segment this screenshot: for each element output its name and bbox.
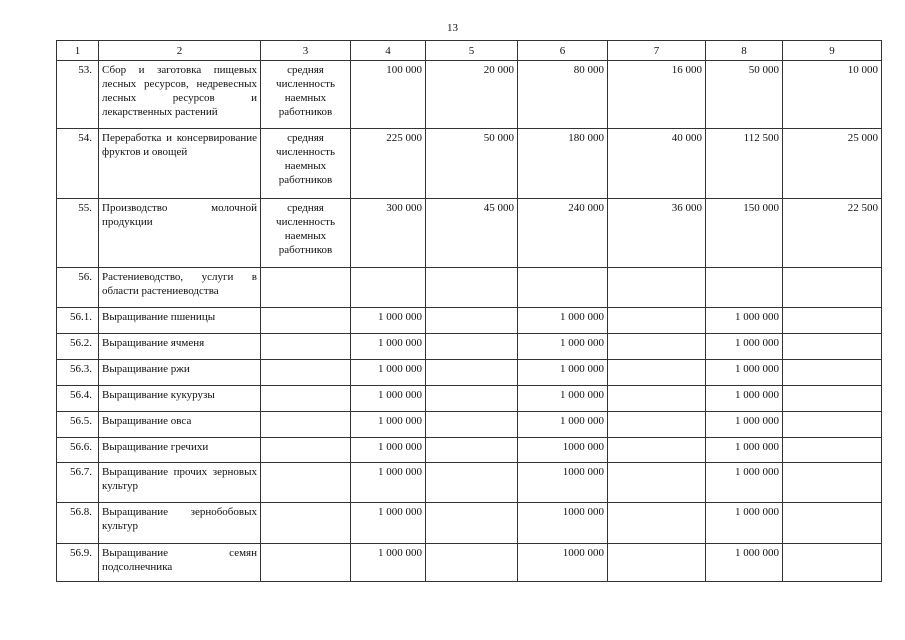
table-row xyxy=(57,129,882,199)
value-cell: 1 000 000 xyxy=(706,360,783,386)
column-header: 6 xyxy=(518,41,608,61)
value-cell: 1 000 000 xyxy=(706,463,783,503)
table-row xyxy=(57,334,882,360)
value-cell xyxy=(426,503,518,544)
value-cell: 1000 000 xyxy=(518,503,608,544)
value-cell: 1 000 000 xyxy=(518,334,608,360)
value-cell: 1 000 000 xyxy=(706,438,783,463)
value-cell: 1 000 000 xyxy=(351,360,426,386)
value-cell xyxy=(706,268,783,308)
value-cell: 1 000 000 xyxy=(706,308,783,334)
unit-cell xyxy=(261,386,351,412)
activity-name: Выращивание пшеницы xyxy=(99,308,261,334)
table-row xyxy=(57,463,882,503)
table-row xyxy=(57,308,882,334)
table-row xyxy=(57,386,882,412)
value-cell xyxy=(783,308,882,334)
unit-cell: средняя численность наемных работников xyxy=(261,129,351,199)
row-number: 56.5. xyxy=(57,412,99,438)
value-cell: 50 000 xyxy=(426,129,518,199)
value-cell: 1 000 000 xyxy=(706,544,783,582)
row-number: 56.6. xyxy=(57,438,99,463)
value-cell: 10 000 xyxy=(783,61,882,129)
value-cell: 180 000 xyxy=(518,129,608,199)
table-row xyxy=(57,199,882,268)
activity-name: Выращивание зернобобовых культур xyxy=(99,503,261,544)
unit-cell xyxy=(261,308,351,334)
row-number: 56.4. xyxy=(57,386,99,412)
data-table xyxy=(56,40,882,582)
unit-cell xyxy=(261,503,351,544)
value-cell: 45 000 xyxy=(426,199,518,268)
column-header: 5 xyxy=(426,41,518,61)
value-cell: 1 000 000 xyxy=(706,503,783,544)
value-cell: 1 000 000 xyxy=(518,360,608,386)
row-number: 54. xyxy=(57,129,99,199)
value-cell xyxy=(608,463,706,503)
unit-cell xyxy=(261,463,351,503)
value-cell xyxy=(608,360,706,386)
column-header: 2 xyxy=(99,41,261,61)
row-number: 56.3. xyxy=(57,360,99,386)
value-cell: 1 000 000 xyxy=(351,386,426,412)
page-number: 13 xyxy=(447,22,458,34)
column-header: 7 xyxy=(608,41,706,61)
value-cell xyxy=(426,544,518,582)
value-cell xyxy=(608,438,706,463)
activity-name: Сбор и заготовка пищевых лесных ресурсов, недревесных лесных ресурсов и лекарственных растений xyxy=(99,61,261,129)
activity-name: Выращивание кукурузы xyxy=(99,386,261,412)
value-cell: 20 000 xyxy=(426,61,518,129)
activity-name: Выращивание ячменя xyxy=(99,334,261,360)
value-cell xyxy=(426,360,518,386)
row-number: 56.2. xyxy=(57,334,99,360)
value-cell xyxy=(608,268,706,308)
value-cell: 1 000 000 xyxy=(351,308,426,334)
value-cell xyxy=(518,268,608,308)
value-cell: 1000 000 xyxy=(518,544,608,582)
value-cell: 40 000 xyxy=(608,129,706,199)
value-cell: 112 500 xyxy=(706,129,783,199)
unit-cell xyxy=(261,412,351,438)
activity-name: Выращивание ржи xyxy=(99,360,261,386)
unit-cell: средняя численность наемных работников xyxy=(261,61,351,129)
value-cell xyxy=(608,308,706,334)
activity-name: Выращивание прочих зерновых культур xyxy=(99,463,261,503)
value-cell xyxy=(608,386,706,412)
value-cell xyxy=(783,360,882,386)
column-header: 3 xyxy=(261,41,351,61)
unit-cell xyxy=(261,268,351,308)
row-number: 56.1. xyxy=(57,308,99,334)
value-cell xyxy=(426,268,518,308)
value-cell xyxy=(608,334,706,360)
value-cell xyxy=(783,463,882,503)
value-cell: 36 000 xyxy=(608,199,706,268)
activity-name: Выращивание овса xyxy=(99,412,261,438)
unit-cell xyxy=(261,334,351,360)
value-cell xyxy=(351,268,426,308)
table-row xyxy=(57,61,882,129)
value-cell: 16 000 xyxy=(608,61,706,129)
column-header: 9 xyxy=(783,41,882,61)
activity-name: Выращивание семян подсолнечника xyxy=(99,544,261,582)
row-number: 55. xyxy=(57,199,99,268)
value-cell: 1 000 000 xyxy=(706,412,783,438)
value-cell: 225 000 xyxy=(351,129,426,199)
value-cell: 80 000 xyxy=(518,61,608,129)
value-cell xyxy=(426,463,518,503)
value-cell xyxy=(608,544,706,582)
unit-cell xyxy=(261,544,351,582)
activity-name: Переработка и консервирование фруктов и овощей xyxy=(99,129,261,199)
table-row xyxy=(57,360,882,386)
value-cell: 1 000 000 xyxy=(351,463,426,503)
value-cell: 1 000 000 xyxy=(518,386,608,412)
unit-cell xyxy=(261,438,351,463)
value-cell: 1 000 000 xyxy=(351,503,426,544)
activity-name: Выращивание гречихи xyxy=(99,438,261,463)
header-row xyxy=(57,41,882,61)
value-cell: 1000 000 xyxy=(518,438,608,463)
value-cell: 1 000 000 xyxy=(351,334,426,360)
value-cell xyxy=(426,438,518,463)
value-cell xyxy=(783,386,882,412)
value-cell xyxy=(608,503,706,544)
value-cell xyxy=(783,334,882,360)
activity-name: Растениеводство, услуги в области растениеводства xyxy=(99,268,261,308)
table-row xyxy=(57,438,882,463)
unit-cell: средняя численность наемных работников xyxy=(261,199,351,268)
row-number: 56.9. xyxy=(57,544,99,582)
table-row xyxy=(57,544,882,582)
activity-name: Производство молочной продукции xyxy=(99,199,261,268)
value-cell: 1 000 000 xyxy=(706,386,783,412)
row-number: 56. xyxy=(57,268,99,308)
value-cell: 300 000 xyxy=(351,199,426,268)
row-number: 53. xyxy=(57,61,99,129)
value-cell xyxy=(426,412,518,438)
value-cell: 1 000 000 xyxy=(351,438,426,463)
row-number: 56.8. xyxy=(57,503,99,544)
value-cell: 1 000 000 xyxy=(351,412,426,438)
value-cell: 1 000 000 xyxy=(518,412,608,438)
table-row xyxy=(57,268,882,308)
value-cell: 1 000 000 xyxy=(351,544,426,582)
value-cell xyxy=(783,438,882,463)
value-cell: 1 000 000 xyxy=(518,308,608,334)
value-cell xyxy=(426,334,518,360)
value-cell xyxy=(783,544,882,582)
value-cell xyxy=(783,268,882,308)
value-cell xyxy=(783,503,882,544)
value-cell: 240 000 xyxy=(518,199,608,268)
value-cell: 50 000 xyxy=(706,61,783,129)
value-cell xyxy=(608,412,706,438)
column-header: 8 xyxy=(706,41,783,61)
table-row xyxy=(57,412,882,438)
value-cell: 1 000 000 xyxy=(706,334,783,360)
value-cell xyxy=(783,412,882,438)
value-cell xyxy=(426,386,518,412)
value-cell xyxy=(426,308,518,334)
value-cell: 25 000 xyxy=(783,129,882,199)
unit-cell xyxy=(261,360,351,386)
value-cell: 100 000 xyxy=(351,61,426,129)
column-header: 4 xyxy=(351,41,426,61)
value-cell: 150 000 xyxy=(706,199,783,268)
column-header: 1 xyxy=(57,41,99,61)
table-row xyxy=(57,503,882,544)
row-number: 56.7. xyxy=(57,463,99,503)
value-cell: 22 500 xyxy=(783,199,882,268)
value-cell: 1000 000 xyxy=(518,463,608,503)
